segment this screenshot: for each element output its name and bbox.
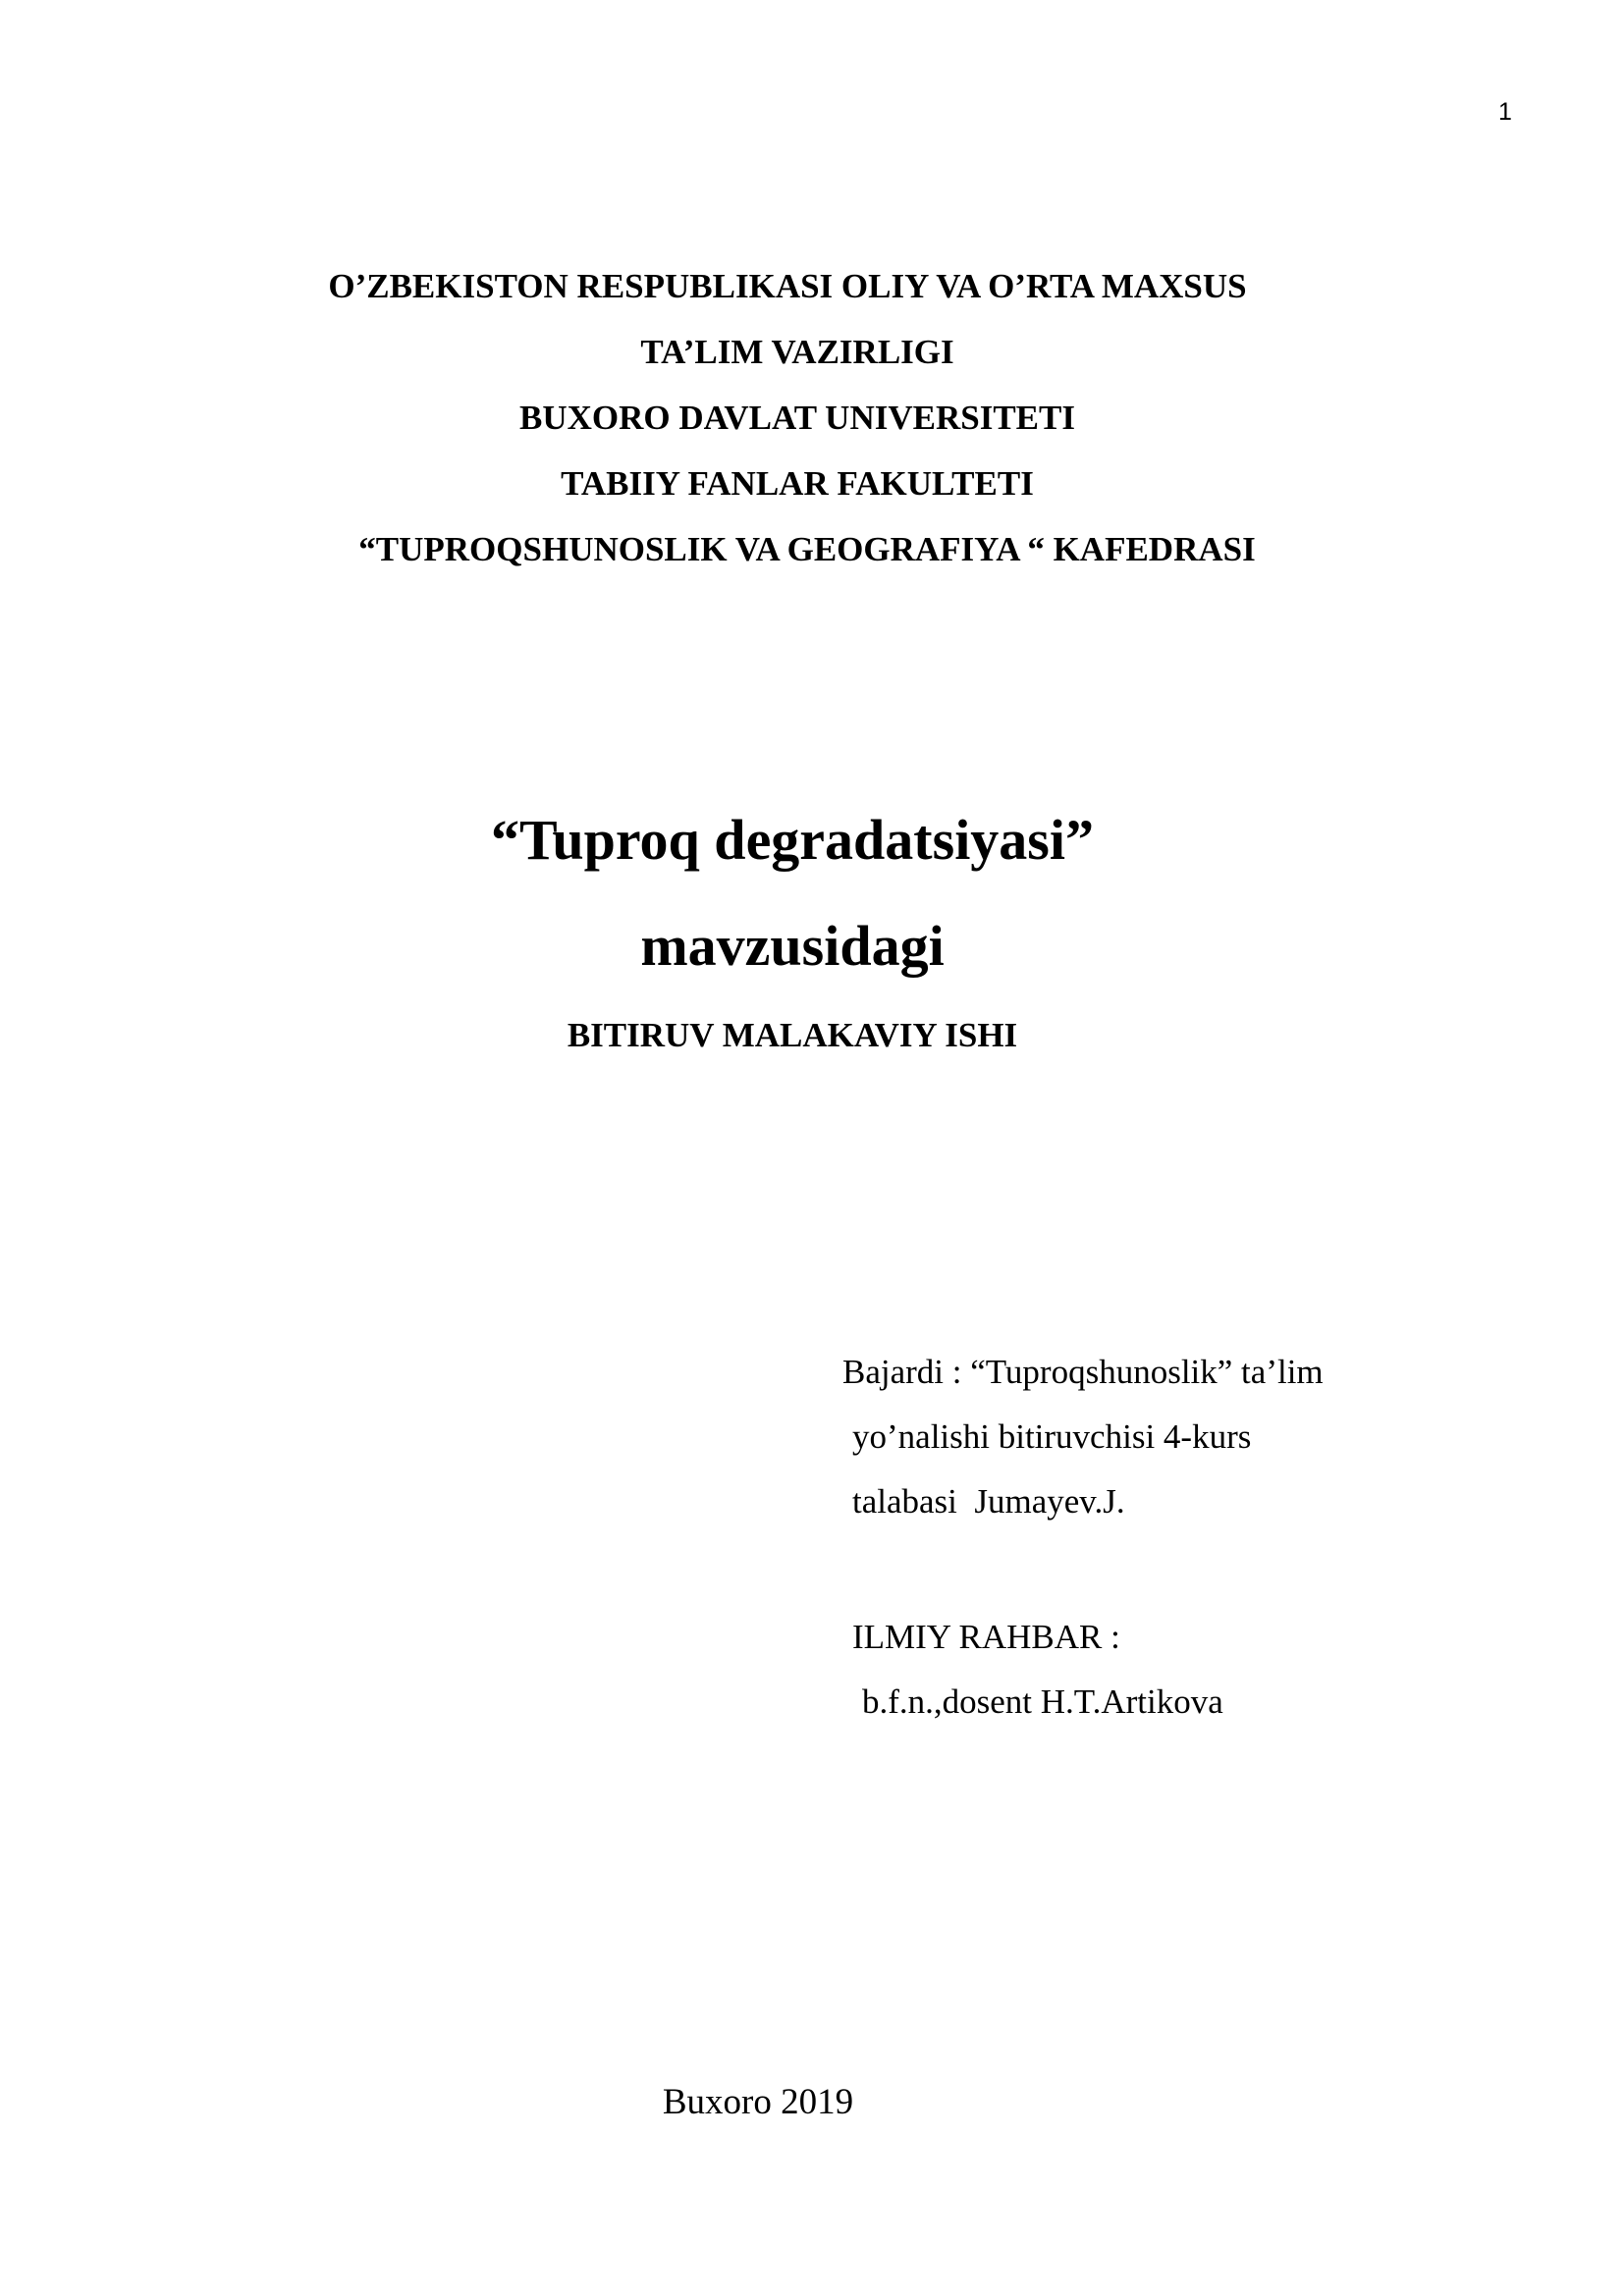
author-line-1: Bajardi : “Tuproqshunoslik” ta’lim [842,1353,1324,1391]
author-line-2: yo’nalishi bitiruvchisi 4-kurs [852,1417,1252,1456]
header-line-university: BUXORO DAVLAT UNIVERSITETI [519,399,1075,437]
page-number: 1 [1498,98,1512,126]
thesis-subtitle: BITIRUV MALAKAVIY ISHI [567,1016,1018,1054]
header-line-ministry: O’ZBEKISTON RESPUBLIKASI OLIY VA O’RTA MAXSUS [328,267,1247,305]
header-line-department: “TUPROQSHUNOSLIK VA GEOGRAFIYA “ KAFEDRASI [358,530,1256,568]
supervisor-name: b.f.n.,dosent H.T.Artikova [862,1682,1223,1721]
author-line-3: talabasi Jumayev.J. [852,1482,1125,1521]
header-line-faculty: TABIIY FANLAR FAKULTETI [561,464,1034,503]
thesis-title: “Tuproq degradatsiyasi” [490,808,1094,872]
thesis-title-cont: mavzusidagi [640,914,945,978]
city-year: Buxoro 2019 [662,2082,854,2122]
header-line-ministry-cont: TA’LIM VAZIRLIGI [640,333,954,371]
supervisor-label: ILMIY RAHBAR : [852,1618,1120,1656]
